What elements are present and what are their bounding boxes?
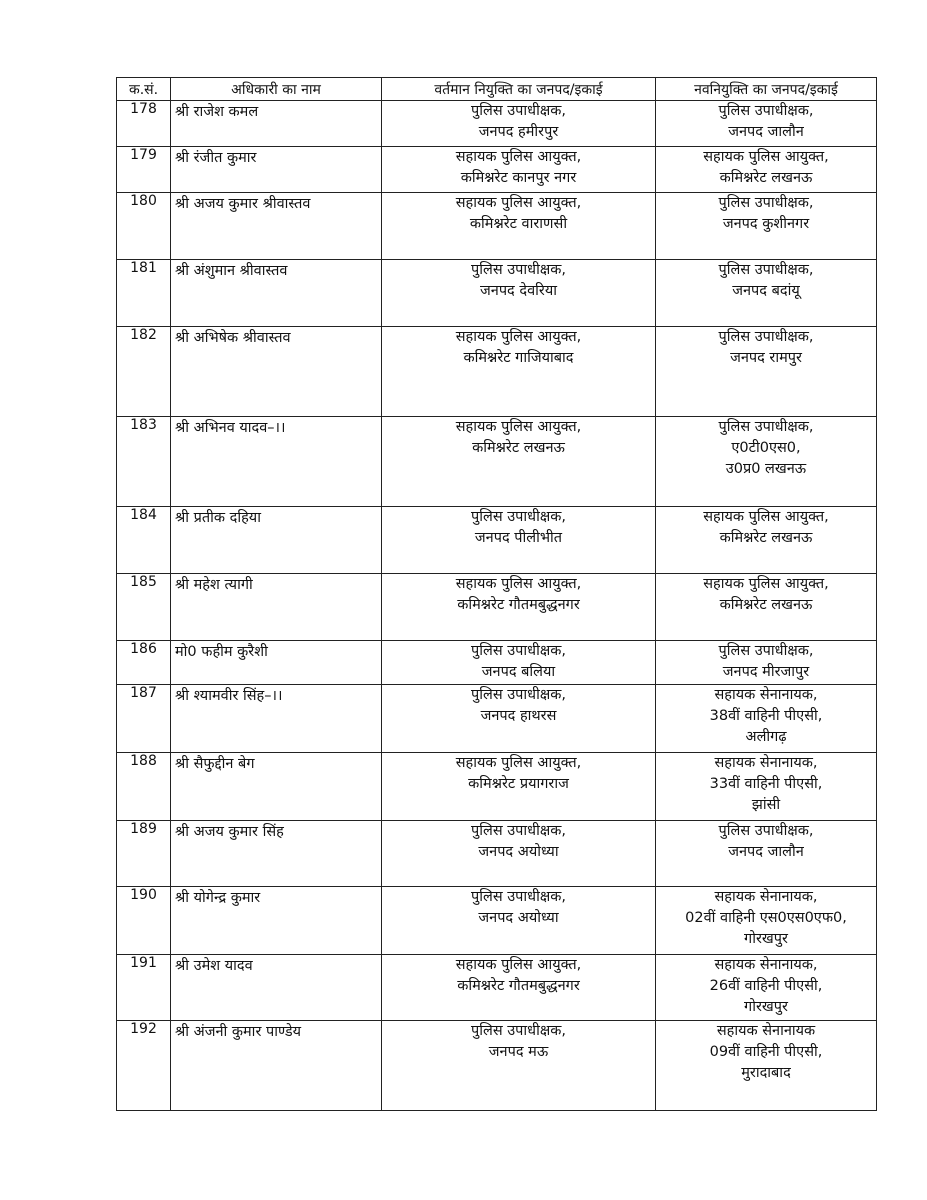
current-posting xyxy=(382,753,656,821)
serial-number: 190 xyxy=(117,887,171,955)
officer-name: श्री अंशुमान श्रीवास्तव xyxy=(171,260,382,327)
current-posting-line: जनपद पीलीभीत xyxy=(474,530,563,546)
new-posting-line: जनपद बदांयू xyxy=(732,283,800,299)
current-posting xyxy=(382,821,656,887)
current-posting-line: कमिश्नरेट प्रयागराज xyxy=(468,776,569,792)
serial-number: 181 xyxy=(117,260,171,327)
serial-number: 192 xyxy=(117,1021,171,1111)
current-posting-line: सहायक पुलिस आयुक्त, xyxy=(455,149,582,165)
current-posting-line: जनपद बलिया xyxy=(481,664,556,680)
new-posting xyxy=(656,417,877,507)
current-posting-line: जनपद देवरिया xyxy=(480,283,557,299)
new-posting-line: सहायक पुलिस आयुक्त, xyxy=(703,149,829,165)
new-posting-line: 02वीं वाहिनी एस0एस0एफ0, xyxy=(685,910,847,926)
current-posting-line: कमिश्नरेट गौतमबुद्धनगर xyxy=(457,978,580,994)
current-posting-line: पुलिस उपाधीक्षक, xyxy=(471,509,566,525)
new-posting-line: सहायक सेनानायक, xyxy=(714,755,818,771)
new-posting xyxy=(656,193,877,260)
serial-number: 183 xyxy=(117,417,171,507)
table-row xyxy=(117,685,877,753)
current-posting-line: सहायक पुलिस आयुक्त, xyxy=(455,957,582,973)
new-posting-line: पुलिस उपाधीक्षक, xyxy=(718,195,814,211)
current-posting xyxy=(382,641,656,685)
new-posting-line: मुरादाबाद xyxy=(741,1065,791,1081)
new-posting xyxy=(656,327,877,417)
new-posting-line: सहायक सेनानायक, xyxy=(714,687,818,703)
table-row xyxy=(117,821,877,887)
header-current-posting: वर्तमान नियुक्ति का जनपद/इकाई xyxy=(382,78,656,101)
current-posting-line: पुलिस उपाधीक्षक, xyxy=(471,889,566,905)
table-row xyxy=(117,753,877,821)
officer-name: श्री अजय कुमार श्रीवास्तव xyxy=(171,193,382,260)
officer-name: श्री राजेश कमल xyxy=(171,101,382,147)
table-row xyxy=(117,147,877,193)
serial-number: 191 xyxy=(117,955,171,1021)
new-posting-line: पुलिस उपाधीक्षक, xyxy=(718,103,814,119)
current-posting xyxy=(382,260,656,327)
table-row xyxy=(117,507,877,574)
new-posting-line: अलीगढ़ xyxy=(745,729,787,745)
officer-name: श्री प्रतीक दहिया xyxy=(171,507,382,574)
current-posting xyxy=(382,147,656,193)
officer-name: श्री श्यामवीर सिंह–।। xyxy=(171,685,382,753)
serial-number: 189 xyxy=(117,821,171,887)
new-posting-line: झांसी xyxy=(751,797,781,813)
current-posting xyxy=(382,955,656,1021)
officer-name: श्री अजय कुमार सिंह xyxy=(171,821,382,887)
serial-number: 188 xyxy=(117,753,171,821)
new-posting-line: गोरखपुर xyxy=(744,999,788,1015)
header-new-posting: नवनियुक्ति का जनपद/इकाई xyxy=(656,78,877,101)
table-row xyxy=(117,641,877,685)
new-posting-line: सहायक सेनानायक, xyxy=(714,957,818,973)
new-posting-line: पुलिस उपाधीक्षक, xyxy=(718,419,814,435)
new-posting xyxy=(656,887,877,955)
new-posting-line: सहायक पुलिस आयुक्त, xyxy=(703,509,829,525)
current-posting-line: कमिश्नरेट लखनऊ xyxy=(472,440,565,456)
header-officer-name: अधिकारी का नाम xyxy=(171,78,382,101)
new-posting-line: जनपद जालौन xyxy=(728,124,804,140)
officer-name: मो0 फहीम कुरैशी xyxy=(171,641,382,685)
new-posting-line: जनपद मीरजापुर xyxy=(722,664,810,680)
table-row xyxy=(117,327,877,417)
new-posting-line: गोरखपुर xyxy=(744,931,788,947)
officer-name: श्री उमेश यादव xyxy=(171,955,382,1021)
current-posting xyxy=(382,1021,656,1111)
table-row xyxy=(117,260,877,327)
new-posting-line: पुलिस उपाधीक्षक, xyxy=(718,262,814,278)
current-posting-line: कमिश्नरेट गौतमबुद्धनगर xyxy=(457,597,580,613)
current-posting-line: जनपद हमीरपुर xyxy=(478,124,559,140)
officer-name: श्री महेश त्यागी xyxy=(171,574,382,641)
new-posting xyxy=(656,955,877,1021)
table-body xyxy=(117,101,877,1111)
current-posting xyxy=(382,887,656,955)
current-posting-line: कमिश्नरेट कानपुर नगर xyxy=(460,170,577,186)
new-posting-line: 26वीं वाहिनी पीएसी, xyxy=(709,978,823,994)
table-row xyxy=(117,417,877,507)
serial-number: 185 xyxy=(117,574,171,641)
serial-number: 186 xyxy=(117,641,171,685)
current-posting-line: पुलिस उपाधीक्षक, xyxy=(471,643,566,659)
new-posting-line: 09वीं वाहिनी पीएसी, xyxy=(709,1044,823,1060)
new-posting xyxy=(656,101,877,147)
officer-name: श्री अभिनव यादव–।। xyxy=(171,417,382,507)
new-posting-line: पुलिस उपाधीक्षक, xyxy=(718,329,814,345)
new-posting-line: पुलिस उपाधीक्षक, xyxy=(718,643,814,659)
serial-number: 182 xyxy=(117,327,171,417)
officer-name: श्री अभिषेक श्रीवास्तव xyxy=(171,327,382,417)
current-posting-line: पुलिस उपाधीक्षक, xyxy=(471,1023,566,1039)
table-row xyxy=(117,1021,877,1111)
new-posting-line: सहायक सेनानायक xyxy=(716,1023,816,1039)
current-posting xyxy=(382,574,656,641)
current-posting xyxy=(382,507,656,574)
new-posting xyxy=(656,685,877,753)
current-posting-line: पुलिस उपाधीक्षक, xyxy=(471,823,566,839)
new-posting xyxy=(656,147,877,193)
current-posting-line: कमिश्नरेट गाजियाबाद xyxy=(463,350,574,366)
new-posting xyxy=(656,574,877,641)
table-row xyxy=(117,955,877,1021)
header-serial-no: क.सं. xyxy=(117,78,171,101)
current-posting-line: सहायक पुलिस आयुक्त, xyxy=(455,419,582,435)
current-posting-line: सहायक पुलिस आयुक्त, xyxy=(455,576,582,592)
new-posting-line: सहायक पुलिस आयुक्त, xyxy=(703,576,829,592)
new-posting xyxy=(656,507,877,574)
officer-name: श्री सैफुद्दीन बेग xyxy=(171,753,382,821)
current-posting-line: जनपद हाथरस xyxy=(480,708,557,724)
table-row xyxy=(117,101,877,147)
new-posting-line: कमिश्नरेट लखनऊ xyxy=(719,597,813,613)
table-header-row xyxy=(117,78,877,101)
new-posting xyxy=(656,641,877,685)
new-posting-line: कमिश्नरेट लखनऊ xyxy=(719,530,813,546)
table-row xyxy=(117,574,877,641)
new-posting-line: पुलिस उपाधीक्षक, xyxy=(718,823,814,839)
new-posting-line: 38वीं वाहिनी पीएसी, xyxy=(709,708,823,724)
transfer-table xyxy=(116,77,877,1111)
current-posting xyxy=(382,327,656,417)
serial-number: 184 xyxy=(117,507,171,574)
officer-name: श्री रंजीत कुमार xyxy=(171,147,382,193)
serial-number: 180 xyxy=(117,193,171,260)
current-posting-line: सहायक पुलिस आयुक्त, xyxy=(455,329,582,345)
current-posting-line: पुलिस उपाधीक्षक, xyxy=(471,687,566,703)
new-posting xyxy=(656,260,877,327)
current-posting xyxy=(382,685,656,753)
current-posting xyxy=(382,101,656,147)
current-posting-line: पुलिस उपाधीक्षक, xyxy=(471,103,566,119)
current-posting-line: जनपद अयोध्या xyxy=(478,844,559,860)
serial-number: 187 xyxy=(117,685,171,753)
new-posting-line: जनपद कुशीनगर xyxy=(722,216,810,232)
current-posting-line: सहायक पुलिस आयुक्त, xyxy=(455,755,582,771)
new-posting-line: उ0प्र0 लखनऊ xyxy=(725,461,807,477)
serial-number: 179 xyxy=(117,147,171,193)
current-posting xyxy=(382,193,656,260)
current-posting-line: जनपद मऊ xyxy=(488,1044,549,1060)
current-posting-line: पुलिस उपाधीक्षक, xyxy=(471,262,566,278)
new-posting-line: 33वीं वाहिनी पीएसी, xyxy=(709,776,823,792)
officer-name: श्री अंजनी कुमार पाण्डेय xyxy=(171,1021,382,1111)
new-posting-line: जनपद रामपुर xyxy=(730,350,802,366)
new-posting xyxy=(656,821,877,887)
current-posting-line: कमिश्नरेट वाराणसी xyxy=(469,216,568,232)
new-posting-line: जनपद जालौन xyxy=(728,844,804,860)
serial-number: 178 xyxy=(117,101,171,147)
new-posting-line: सहायक सेनानायक, xyxy=(714,889,818,905)
new-posting xyxy=(656,1021,877,1111)
table-row xyxy=(117,887,877,955)
current-posting-line: सहायक पुलिस आयुक्त, xyxy=(455,195,582,211)
new-posting xyxy=(656,753,877,821)
current-posting-line: जनपद अयोध्या xyxy=(478,910,559,926)
table-row xyxy=(117,193,877,260)
new-posting-line: ए0टी0एस0, xyxy=(731,440,801,456)
current-posting xyxy=(382,417,656,507)
officer-name: श्री योगेन्द्र कुमार xyxy=(171,887,382,955)
new-posting-line: कमिश्नरेट लखनऊ xyxy=(719,170,813,186)
